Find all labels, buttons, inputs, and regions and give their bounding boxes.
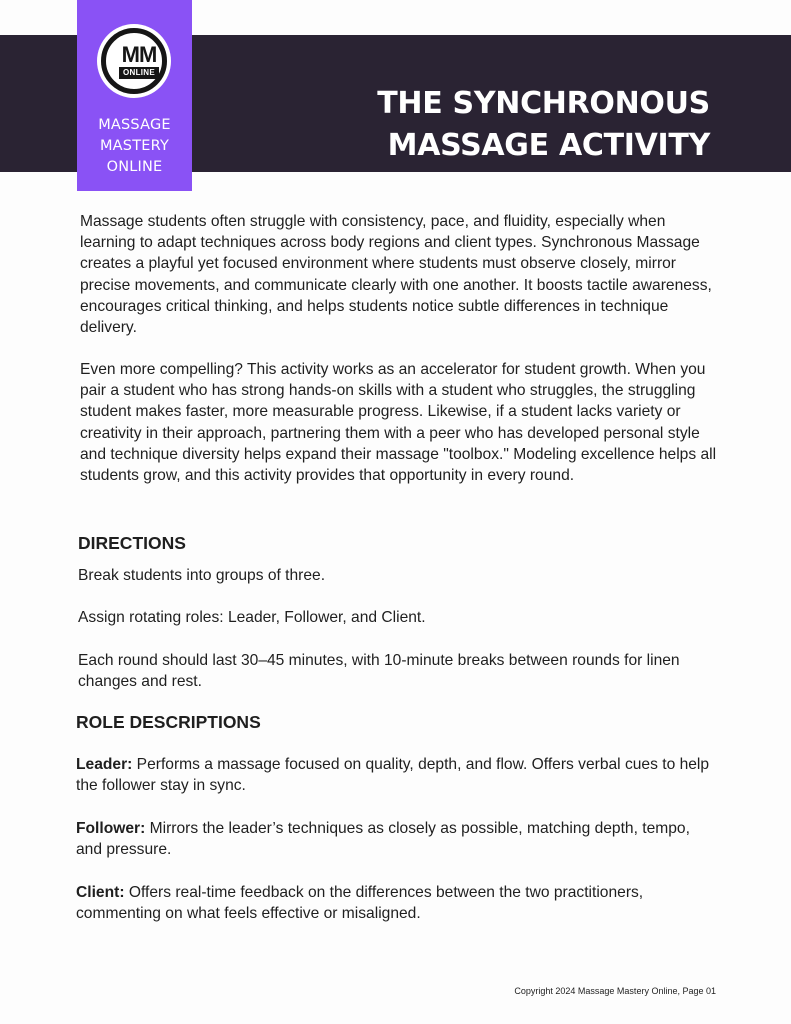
brand-logo-sub: ONLINE [119,67,159,79]
brand-name-line: ONLINE [106,159,163,175]
brand-logo-mark: MM [121,42,157,67]
intro-paragraph-1: Massage students often struggle with consistency, pace, and fluidity, especially when learning to adapt techniques across body regions and client types. Synchronous Massage creates a playful yet focused environment where students must observe closely, mirror precise movements, and communicate clearly with one another. It boosts tactile awareness, encourages critical thinking, and helps students notice subtle differences in technique delivery. [80,213,712,337]
brand-name-line: MASSAGE [98,117,171,133]
direction-item: Assign rotating roles: Leader, Follower, and Client. [78,609,426,626]
page-title-line: THE SYNCHRONOUS [377,86,710,122]
role-client [76,882,716,924]
direction-item: Break students into groups of three. [78,567,326,584]
role-name: Follower: [76,820,146,837]
direction-item: Each round should last 30–45 minutes, with 10-minute breaks between rounds for linen changes and rest. [78,652,680,691]
page-title [330,83,710,167]
role-leader [76,754,716,796]
roles-heading: ROLE DESCRIPTIONS [76,712,261,732]
role-description: Mirrors the leader’s techniques as closely as possible, matching depth, tempo, and pressure. [76,820,690,859]
role-name: Client: [76,884,125,901]
brand-name-line: MASTERY [99,138,170,154]
brand-logo-ring [101,28,167,94]
intro-paragraph-2: Even more compelling? This activity works as an accelerator for student growth. When you pair a student who has strong hands-on skills with a student who struggles, the struggling student makes faster, more measurable progress. Likewise, if a student lacks variety or creativity in their approach, partnering them with a peer who has developed personal style and technique diversity helps expand their massage "toolbox." Modeling excellence helps all students grow, and this activity provides that opportunity in every round. [80,361,717,485]
brand-panel [77,0,192,191]
role-name: Leader: [76,756,133,773]
directions-heading: DIRECTIONS [78,533,186,553]
role-description: Offers real-time feedback on the differences between the two practitioners, commenting on what feels effective or misaligned. [76,884,644,923]
brand-logo [97,24,171,98]
role-description: Performs a massage focused on quality, depth, and flow. Offers verbal cues to help the follower stay in sync. [76,756,710,795]
brand-name [77,115,192,178]
footer-copyright: Copyright 2024 Massage Mastery Online, Page 01 [514,986,716,996]
page-title-line: MASSAGE ACTIVITY [387,128,710,164]
role-follower [76,818,716,860]
